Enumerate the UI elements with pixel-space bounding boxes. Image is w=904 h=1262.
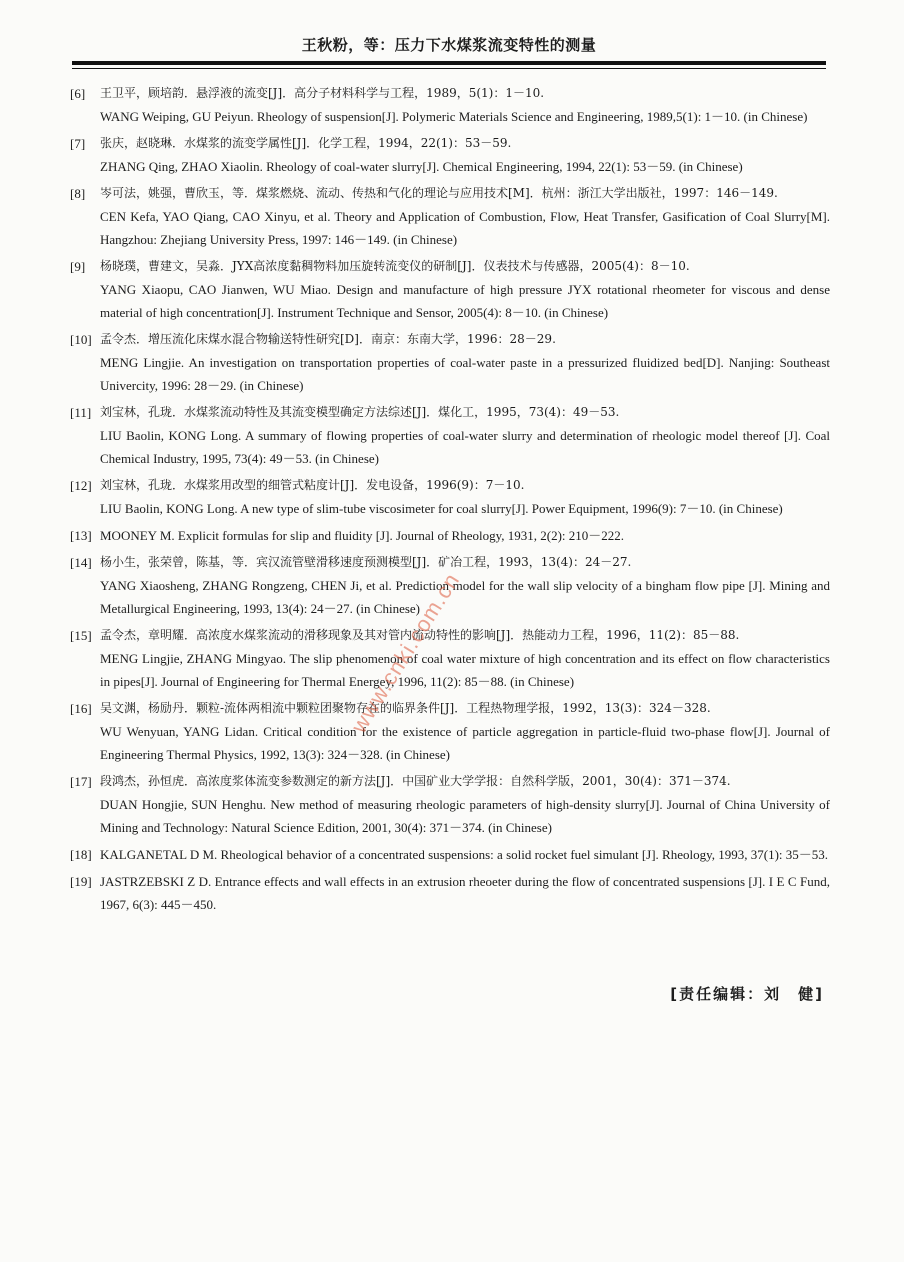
editor-note: [责任编辑：刘 健] [670, 985, 824, 1003]
watermark: www.cnki.com.cn [346, 568, 465, 738]
reference-number: [12] [70, 478, 92, 493]
reference-number: [6] [70, 86, 86, 101]
reference-item [70, 551, 830, 620]
reference-item [70, 843, 830, 866]
reference-item [70, 182, 830, 251]
reference-item [70, 770, 830, 839]
reference-english: MOONEY M. Explicit formulas for slip and fluidity [J]. Journal of Rheology, 1931, 2(2): 210－222. [100, 528, 625, 543]
reference-number: [13] [70, 528, 92, 543]
reference-item [70, 524, 830, 547]
reference-english: KALGANETAL D M. Rheological behavior of a concentrated suspensions: a solid rocket fuel simulant [J]. Rheology, 1993, 37(1): 35－53. [100, 847, 829, 862]
reference-item [70, 401, 830, 470]
reference-english: JASTRZEBSKI Z D. Entrance effects and wall effects in an extrusion rheoeter during the flow of concentrated suspensions [J]. I E C Fund, 1967, 6(3): 445－450. [100, 874, 830, 912]
reference-english: CEN Kefa, YAO Qiang, CAO Xinyu, et al. Theory and Application of Combustion, Flow, Heat Transfer, Gasification of Coal Slurry[M]. Hangzhou: Zhejiang University Press, 1997: 146－149. (in Chinese) [100, 209, 830, 247]
reference-english: WANG Weiping, GU Peiyun. Rheology of suspension[J]. Polymeric Materials Science and Engineering, 1989,5(1): 1－10. (in Chinese) [100, 109, 808, 124]
reference-chinese: 刘宝林，孔珑．水煤浆用改型的细管式粘度计[J]．发电设备，1996(9)：7－10. [100, 478, 525, 492]
reference-item [70, 870, 830, 916]
reference-list [70, 82, 830, 920]
reference-number: [19] [70, 874, 92, 889]
running-header: 王秋粉，等：压力下水煤浆流变特性的测量 [301, 36, 597, 54]
reference-number: [15] [70, 628, 92, 643]
header-rule-thick [72, 61, 826, 65]
reference-number: [7] [70, 136, 86, 151]
reference-english: LIU Baolin, KONG Long. A new type of slim-tube viscosimeter for coal slurry[J]. Power Equipment, 1996(9): 7－10. (in Chinese) [100, 501, 783, 516]
reference-number: [11] [70, 405, 92, 420]
reference-english: LIU Baolin, KONG Long. A summary of flowing properties of coal-water slurry and determination of rheologic model thereof [J]. Coal Chemical Industry, 1995, 73(4): 49－53. (in Chinese) [100, 428, 830, 466]
reference-number: [10] [70, 332, 92, 347]
reference-item [70, 624, 830, 693]
reference-chinese: 张庆，赵晓琳．水煤浆的流变学属性[J]．化学工程，1994，22(1)：53－59. [100, 136, 512, 150]
reference-english: YANG Xiaosheng, ZHANG Rongzeng, CHEN Ji, et al. Prediction model for the wall slip velocity of a bingham flow pipe [J]. Mining and Metallurgical Engineering, 1993, 13(4): 24－27. (in Chinese) [100, 578, 830, 616]
header-rule-thin [72, 68, 826, 69]
reference-chinese: 王卫平，顾培韵．悬浮液的流变[J]．高分子材料科学与工程，1989，5(1)：1－10. [100, 86, 545, 100]
reference-item [70, 474, 830, 520]
reference-item [70, 697, 830, 766]
reference-chinese: 刘宝林，孔珑．水煤浆流动特性及其流变模型确定方法综述[J]．煤化工，1995，73(4)：49－53. [100, 405, 620, 419]
reference-chinese: 孟令杰．增压流化床煤水混合物输送特性研究[D]．南京：东南大学，1996：28－29. [100, 332, 556, 346]
reference-english: WU Wenyuan, YANG Lidan. Critical condition for the existence of particle aggregation in particle-fluid two-phase flow[J]. Journal of Engineering Thermal Physics, 1992, 13(3): 324－328. (in Chinese) [100, 724, 830, 762]
reference-number: [8] [70, 186, 86, 201]
reference-english: MENG Lingjie, ZHANG Mingyao. The slip phenomenon of coal water mixture of high concentration and its effect on flow characteristics in pipes[J]. Journal of Engineering for Thermal Energey, 1996, 11(2): 85－88. (in Chinese) [100, 651, 830, 689]
reference-chinese: 杨晓璞，曹建文，吴淼．JYX高浓度黏稠物料加压旋转流变仪的研制[J]．仪表技术与传感器，2005(4)：8－10. [100, 259, 690, 273]
reference-number: [9] [70, 259, 86, 274]
reference-chinese: 岑可法，姚强，曹欣玉，等．煤浆燃烧、流动、传热和气化的理论与应用技术[M]．杭州：浙江大学出版社，1997：146－149. [100, 186, 778, 200]
reference-item [70, 132, 830, 178]
reference-english: MENG Lingjie. An investigation on transportation properties of coal-water paste in a pressurized fluidized bed[D]. Nanjing: Southeast Univercity, 1996: 28－29. (in Chinese) [100, 355, 830, 393]
reference-item [70, 255, 830, 324]
reference-number: [17] [70, 774, 92, 789]
reference-english: DUAN Hongjie, SUN Henghu. New method of measuring rheologic parameters of high-density slurry[J]. Journal of China University of Mining and Technology: Natural Science Edition, 2001, 30(4): 371－374. (in Chinese) [100, 797, 830, 835]
reference-chinese: 孟令杰，章明耀．高浓度水煤浆流动的滑移现象及其对管内流动特性的影响[J]．热能动力工程，1996，11(2)：85－88. [100, 628, 740, 642]
reference-item [70, 328, 830, 397]
reference-english: ZHANG Qing, ZHAO Xiaolin. Rheology of coal-water slurry[J]. Chemical Engineering, 1994, 22(1): 53－59. (in Chinese) [100, 159, 743, 174]
reference-number: [16] [70, 701, 92, 716]
reference-chinese: 吴文渊，杨励丹．颗粒-流体两相流中颗粒团聚物存在的临界条件[J]．工程热物理学报，1992，13(3)：324－328. [100, 701, 711, 715]
reference-english: YANG Xiaopu, CAO Jianwen, WU Miao. Design and manufacture of high pressure JYX rotational rheometer for viscous and dense material of high concentration[J]. Instrument Technique and Sensor, 2005(4): 8－10. (in Chinese) [100, 282, 830, 320]
reference-number: [14] [70, 555, 92, 570]
reference-chinese: 杨小生，张荣曾，陈基，等．宾汉流管壁滑移速度预测模型[J]．矿冶工程，1993，13(4)：24－27. [100, 555, 632, 569]
reference-item [70, 82, 830, 128]
reference-number: [18] [70, 847, 92, 862]
reference-chinese: 段鸿杰，孙恒虎．高浓度浆体流变参数测定的新方法[J]．中国矿业大学学报：自然科学版，2001，30(4)：371－374. [100, 774, 731, 788]
